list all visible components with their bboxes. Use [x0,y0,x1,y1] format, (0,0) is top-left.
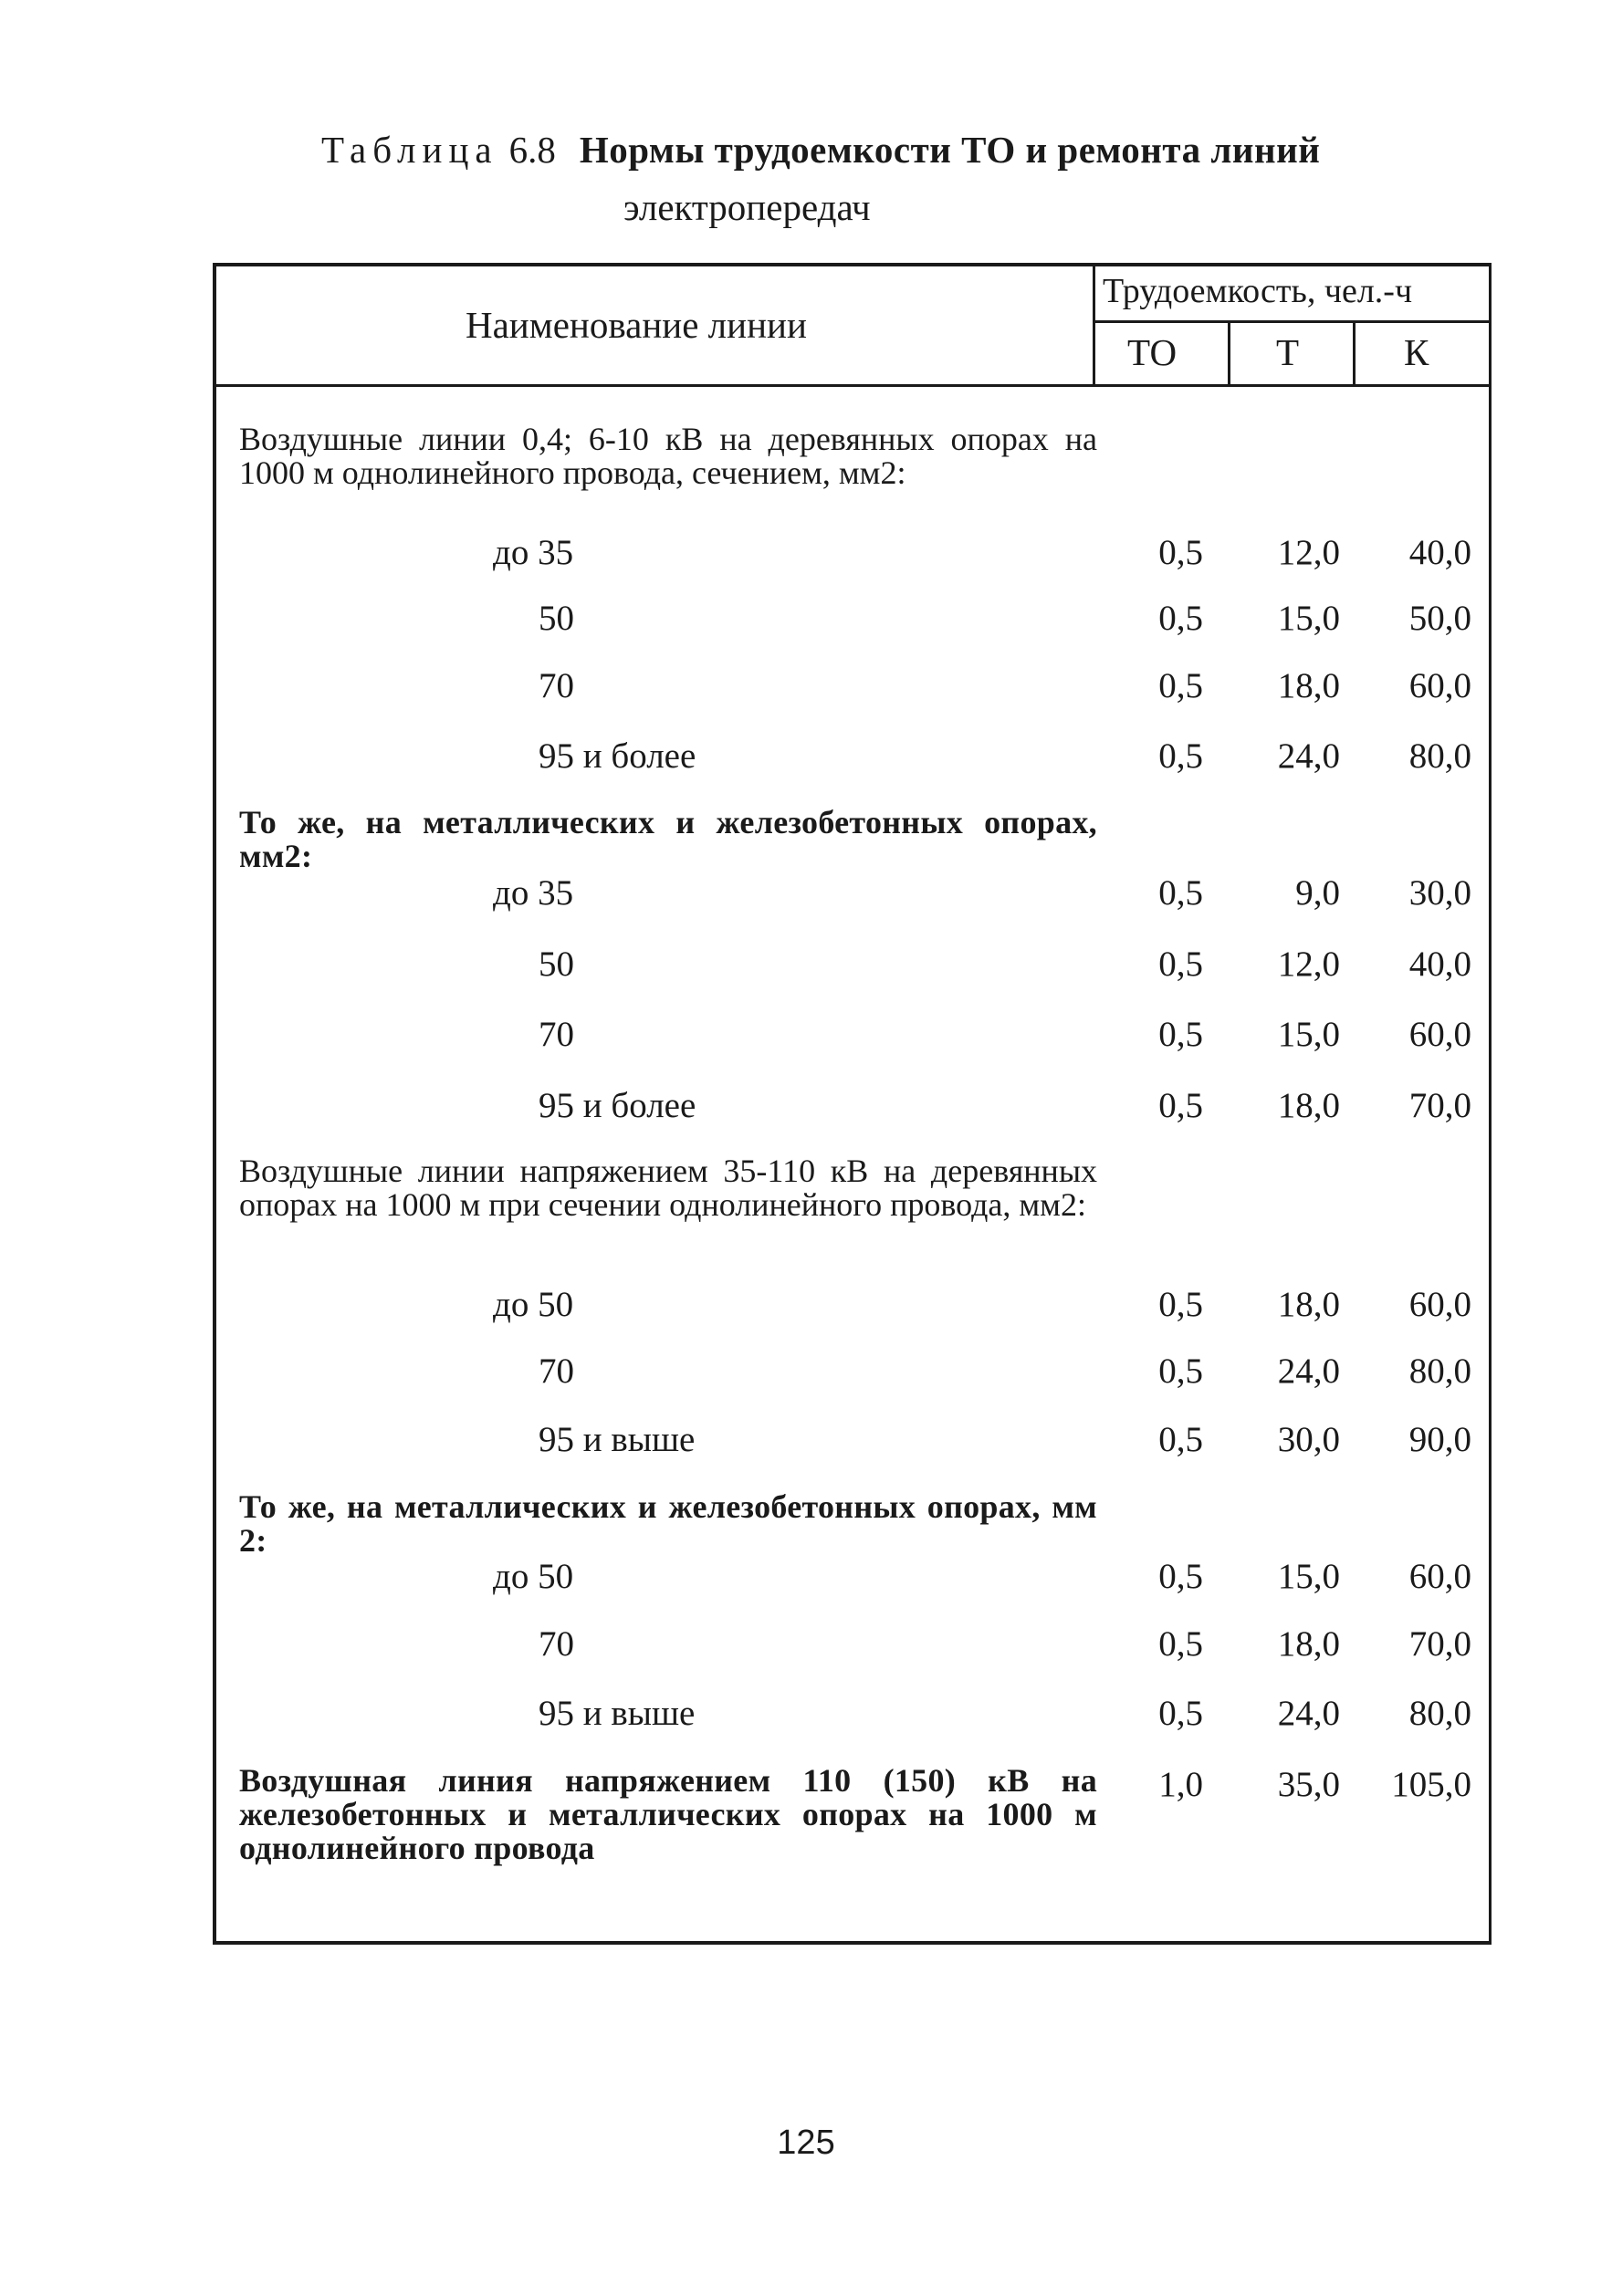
column-header-k: К [1404,331,1429,373]
cell-k: 80,0 [1408,1694,1471,1733]
cell-to: 0,5 [1158,1420,1203,1459]
row-label: 70 [539,1352,574,1391]
cell-to: 0,5 [1158,599,1203,638]
table-caption-label: Таблица [321,129,498,171]
header-name-divider [1093,263,1095,386]
cell-k: 80,0 [1408,1352,1471,1391]
cell-to: 0,5 [1158,1694,1203,1733]
cell-to: 1,0 [1158,1765,1203,1804]
section-heading: Воздушные линии напряжением 35-110 кВ на деревянных опорах на 1000 м при сечении однолинейного провода, мм2: [239,1153,1097,1223]
cell-k: 60,0 [1408,666,1471,705]
cell-k: 105,0 [1391,1765,1471,1804]
cell-to: 0,5 [1158,736,1203,776]
table-caption-continuation: электропередач [623,186,871,228]
column-header-group: Трудоемкость, чел.-ч [1103,272,1413,310]
cell-k: 40,0 [1408,533,1471,572]
cell-k: 90,0 [1408,1420,1471,1459]
cell-k: 70,0 [1408,1624,1471,1664]
row-label: 70 [539,1015,574,1054]
header-t-divider [1353,320,1356,386]
cell-to: 0,5 [1158,873,1203,913]
table-caption-number: 6.8 [508,129,556,171]
column-header-name: Наименование линии [466,304,807,346]
cell-t: 15,0 [1277,1015,1340,1054]
section-heading: Воздушные линии 0,4; 6-10 кВ на деревянных опорах на 1000 м однолинейного провода, сечением, мм2: [239,421,1097,491]
section-heading: То же, на металлических и железобетонных опорах, мм 2: [239,1488,1097,1559]
row-label: 95 и выше [539,1420,696,1459]
cell-k: 60,0 [1408,1015,1471,1054]
cell-t: 12,0 [1277,533,1340,572]
cell-t: 9,0 [1295,873,1340,913]
cell-to: 0,5 [1158,944,1203,984]
cell-t: 15,0 [1277,1557,1340,1596]
cell-to: 0,5 [1158,1086,1203,1125]
cell-t: 24,0 [1277,1352,1340,1391]
cell-k: 80,0 [1408,736,1471,776]
cell-t: 18,0 [1277,1086,1340,1125]
cell-t: 18,0 [1277,1285,1340,1324]
header-to-divider [1228,320,1230,386]
row-label: 50 [539,599,574,638]
cell-t: 35,0 [1277,1765,1340,1804]
cell-k: 70,0 [1408,1086,1471,1125]
section-heading: То же, на металлических и железобетонных опорах, мм2: [239,804,1097,874]
cell-t: 12,0 [1277,944,1340,984]
cell-k: 60,0 [1408,1285,1471,1324]
column-header-t: Т [1276,331,1300,373]
header-group-rule [1093,320,1492,323]
cell-to: 0,5 [1158,533,1203,572]
cell-t: 15,0 [1277,599,1340,638]
header-bottom-rule [213,384,1492,387]
row-label: 50 [539,944,574,984]
cell-t: 30,0 [1277,1420,1340,1459]
cell-to: 0,5 [1158,666,1203,705]
column-header-to: ТО [1127,331,1178,373]
row-label: до 50 [493,1557,574,1596]
row-label: до 35 [493,873,574,913]
cell-to: 0,5 [1158,1352,1203,1391]
row-label: 95 и более [539,1086,696,1125]
cell-to: 0,5 [1158,1285,1203,1324]
cell-t: 24,0 [1277,1694,1340,1733]
page-number: 125 [777,2124,835,2162]
cell-to: 0,5 [1158,1557,1203,1596]
cell-t: 18,0 [1277,1624,1340,1664]
row-label: до 35 [493,533,574,572]
row-label: 95 и более [539,736,696,776]
cell-t: 24,0 [1277,736,1340,776]
section-heading: Воздушная линия напряжением 110 (150) кВ на железобетонных и металлических опорах на 1000 м однолинейного провода [239,1762,1097,1866]
cell-k: 40,0 [1408,944,1471,984]
row-label: 70 [539,1624,574,1664]
cell-k: 50,0 [1408,599,1471,638]
cell-k: 30,0 [1408,873,1471,913]
cell-k: 60,0 [1408,1557,1471,1596]
row-label: до 50 [493,1285,574,1324]
cell-to: 0,5 [1158,1015,1203,1054]
table-caption-title: Нормы трудоемкости ТО и ремонта линий [579,129,1321,171]
row-label: 70 [539,666,574,705]
table-caption [321,128,1320,172]
cell-to: 0,5 [1158,1624,1203,1664]
row-label: 95 и выше [539,1694,696,1733]
cell-t: 18,0 [1277,666,1340,705]
